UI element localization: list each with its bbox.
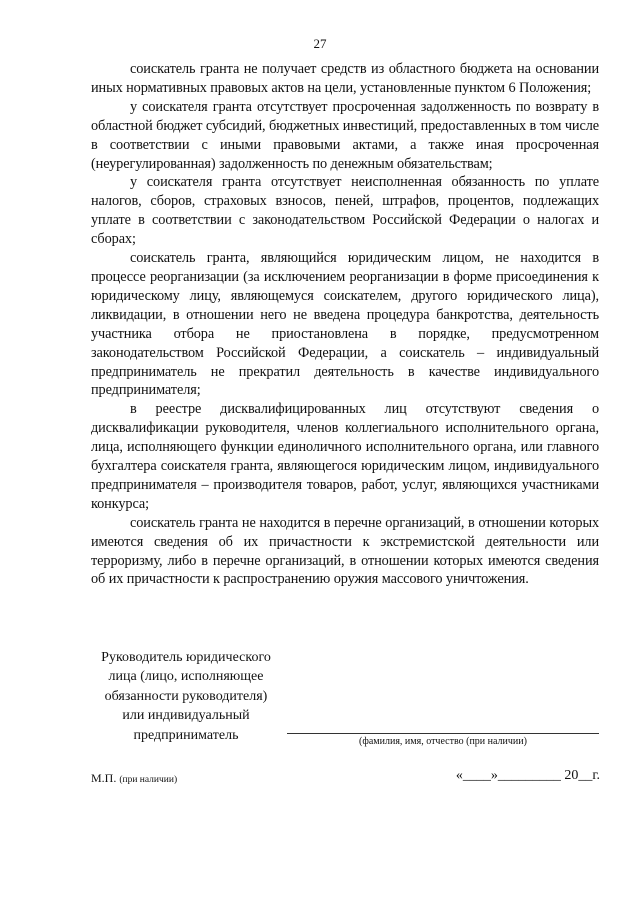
signatory-title-line: предприниматель (133, 727, 239, 743)
stamp-placeholder (91, 770, 177, 788)
stamp-label: М.П. (91, 771, 117, 785)
signatory-title-line: лица (лицо, исполняющее (108, 669, 264, 685)
paragraph: соискатель гранта не находится в перечне организаций, в отношении которых имеются сведения об их причастности к экстремистской деятельности или терроризму, либо в перечне организаций, в отношении которых имеются сведения об их причастности к распространению оружия массового уничтожения. (91, 514, 599, 588)
body-text (91, 60, 599, 589)
paragraph: соискатель гранта, являющийся юридическим лицом, не находится в процессе реорганизации (за исключением реорганизации в форме присоединения к юридическому лицу, являющемуся соискателем, другого юридического лица), ликвидации, в отношении него не введена процедура банкротства, деятельность участника отбора не приостановлена в порядке, предусмотренном законодательством Российской Федерации, а соискатель – индивидуальный предприниматель не прекратил деятельность в качестве индивидуального предпринимателя; (91, 250, 599, 399)
signatory-title-line: обязанности руководителя) (104, 688, 268, 704)
page-number: 27 (313, 36, 327, 51)
date-field: «____»_________ 20__г. (455, 768, 600, 783)
paragraph: у соискателя гранта отсутствует просроченная задолженность по возврату в областной бюджет субсидий, бюджетных инвестиций, предоставленных в том числе в соответствии с иными правовыми актами, а также иная просроченная (неурегулированная) задолженность по денежным обязательствам; (91, 98, 599, 172)
stamp-note: (при наличии) (119, 775, 178, 785)
signature-name-caption: (фамилия, имя, отчество (при наличии) (359, 736, 527, 747)
signatory-title (88, 648, 284, 745)
paragraph: в реестре дисквалифицированных лиц отсутствуют сведения о дисквалификации руководителя, членов коллегиального исполнительного органа, лица, исполняющего функции единоличного исполнительного органа, или главного бухгалтера соискателя гранта, являющегося юридическим лицом, индивидуального предпринимателя – производителя товаров, работ, услуг, являющихся участниками конкурса; (91, 401, 599, 512)
signatory-title-line: или индивидуальный (122, 708, 250, 724)
paragraph: у соискателя гранта отсутствует неисполненная обязанность по уплате налогов, сборов, страховых взносов, пеней, штрафов, процентов, подлежащих уплате в соответствии с законодательством Российской Федерации о налогах и сборах; (91, 174, 599, 248)
signature-name-line (287, 733, 599, 734)
signatory-title-line: Руководитель юридического (101, 650, 271, 665)
paragraph: соискатель гранта не получает средств из областного бюджета на основании иных нормативных правовых актов на цели, установленные пунктом 6 Положения; (91, 61, 599, 96)
